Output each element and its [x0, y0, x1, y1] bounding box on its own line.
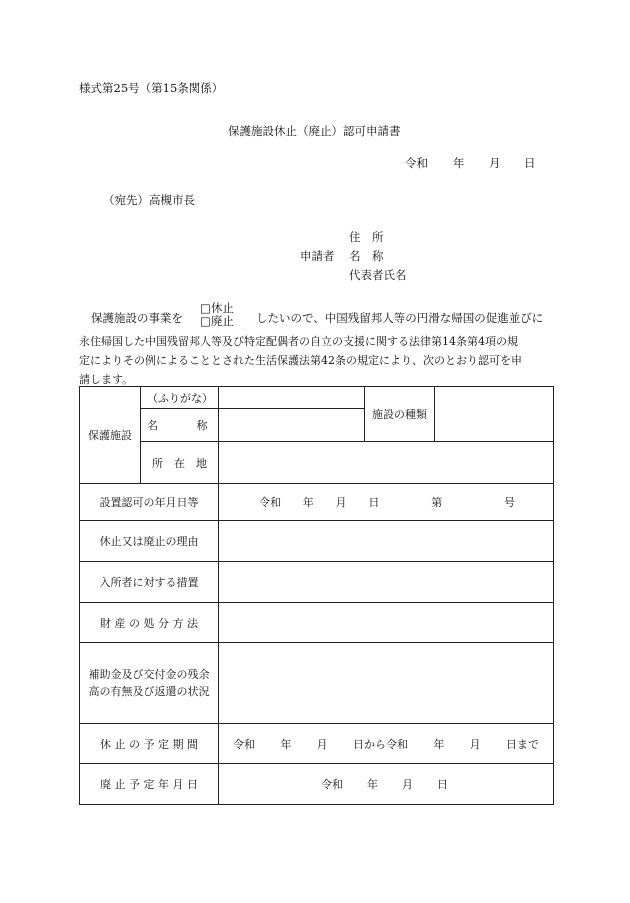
date-year: 年 — [453, 156, 465, 170]
abolition-day: 日 — [437, 778, 448, 791]
body-options — [200, 302, 234, 328]
furigana-field[interactable] — [219, 387, 365, 409]
applicant-address-label: 住 所 — [349, 230, 384, 244]
name-label: 名 称 — [141, 409, 219, 442]
applicant-representative-label: 代表者氏名 — [349, 268, 407, 282]
reason-field[interactable] — [219, 521, 554, 562]
suspension-period-field[interactable] — [219, 724, 554, 764]
suspension-year2: 年 — [433, 737, 445, 751]
name-field[interactable] — [219, 409, 365, 442]
page-title: 保護施設休止（廃止）認可申請書 — [228, 124, 401, 138]
approval-go: 号 — [503, 496, 515, 509]
approval-date-field[interactable] — [219, 484, 554, 521]
facility-type-label: 施設の種類 — [365, 387, 435, 442]
measures-label: 入所者に対する措置 — [80, 562, 219, 603]
abolition-year: 年 — [367, 778, 378, 791]
body-line2: 永住帰国した中国残留邦人等及び特定配偶者の自立の支援に関する法律第14条第4項の規 — [79, 335, 518, 348]
approval-year: 年 — [302, 496, 314, 509]
subsidy-label — [80, 643, 219, 724]
subsidy-field[interactable] — [219, 643, 554, 724]
abolition-month: 月 — [402, 778, 413, 791]
date-month: 月 — [489, 156, 501, 170]
suspension-until: 日まで — [505, 737, 539, 751]
subsidy-label-line2: 高の有無及び返還の状況 — [88, 685, 210, 698]
date-day: 日 — [524, 156, 536, 170]
approval-day: 日 — [368, 496, 380, 509]
body-lead: 保護施設の事業を — [91, 311, 183, 325]
approval-month: 月 — [335, 496, 347, 509]
option-suspend[interactable]: □休止 — [200, 301, 234, 315]
suspension-month2: 月 — [469, 737, 481, 751]
facility-type-field[interactable] — [435, 387, 554, 442]
furigana-label: （ふりがな） — [141, 387, 219, 409]
form-number: 様式第25号（第15条関係） — [79, 81, 224, 95]
date-era: 令和 — [405, 156, 428, 170]
approval-dai: 第 — [431, 496, 443, 509]
abolition-era: 令和 — [321, 778, 343, 791]
option-abolish[interactable]: □廃止 — [200, 314, 234, 328]
suspension-period-label: 休 止 の 予 定 期 間 — [80, 724, 219, 764]
suspension-era: 令和 — [233, 737, 255, 751]
suspension-year: 年 — [280, 737, 292, 751]
suspension-month: 月 — [316, 737, 328, 751]
body-line1-rest: したいので、中国残留邦人等の円滑な帰国の促進並びに — [256, 311, 544, 325]
abolition-date-label: 廃 止 予 定 年 月 日 — [80, 764, 219, 805]
subsidy-label-line1: 補助金及び交付金の残余 — [88, 668, 210, 681]
application-table — [79, 386, 554, 805]
applicant-role-label: 申請者 — [300, 249, 335, 263]
approval-date-label: 設置認可の年月日等 — [80, 484, 219, 521]
suspension-from: 日から令和 — [352, 737, 408, 751]
property-field[interactable] — [219, 603, 554, 643]
abolition-date-field[interactable] — [219, 764, 554, 805]
body-line3: 定によりその例によることとされた生活保護法第42条の規定により、次のとおり認可を申 — [79, 354, 522, 367]
location-label: 所 在 地 — [141, 442, 219, 484]
applicant-name-label: 名 称 — [349, 249, 384, 263]
location-field[interactable] — [219, 442, 554, 484]
approval-era: 令和 — [259, 496, 281, 509]
addressee: （宛先）高槻市長 — [103, 193, 195, 207]
measures-field[interactable] — [219, 562, 554, 603]
facility-label: 保護施設 — [80, 387, 141, 484]
reason-label: 休止又は廃止の理由 — [80, 521, 219, 562]
property-label: 財 産 の 処 分 方 法 — [80, 603, 219, 643]
body-line4: 請します。 — [79, 373, 134, 386]
